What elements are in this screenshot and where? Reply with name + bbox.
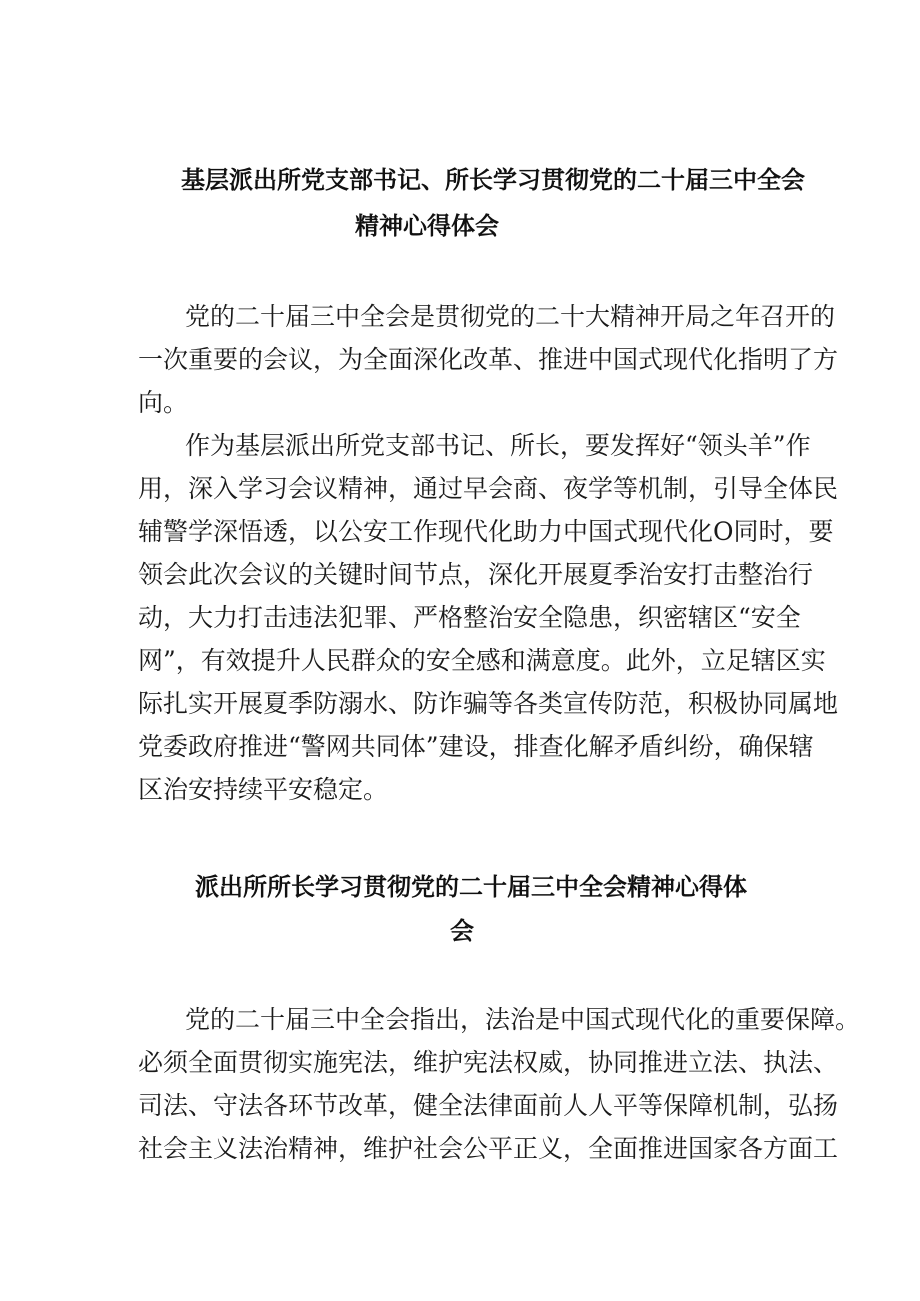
section1-p1-line-2: 一次重要的会议，为全面深化改革、推进中国式现代化指明了方	[138, 345, 839, 374]
section1-p2-line-8: 党委政府推进“警网共同体”建设，排查化解矛盾纠纷，确保辖	[138, 732, 814, 761]
section1-p2-line-5: 动，大力打击违法犯罪、严格整治安全隐患，织密辖区“安全	[138, 603, 801, 632]
section2-p1-line-2: 必须全面贯彻实施宪法，维护宪法权威，协同推进立法、执法、	[138, 1048, 839, 1077]
section1-p2-line-7: 际扎实开展夏季防溺水、防诈骗等各类宣传防范，积极协同属地	[138, 689, 839, 718]
section1-p2-line-9: 区治安持续平安稳定。	[138, 775, 389, 804]
section1-p2-line-1: 作为基层派出所党支部书记、所长，要发挥好“领头羊”作	[185, 431, 811, 460]
section1-p2-line-4: 领会此次会议的关键时间节点，深化开展夏季治安打击整治行	[138, 560, 814, 589]
section1-p1-line-1: 党的二十届三中全会是贯彻党的二十大精神开局之年召开的	[185, 302, 836, 331]
section1-p2-line-2: 用，深入学习会议精神，通过早会商、夜学等机制，引导全体民	[138, 474, 839, 503]
section1-title-line-2: 精神心得体会	[355, 211, 499, 240]
section1-p2-line-6: 网”，有效提升人民群众的安全感和满意度。此外，立足辖区实	[138, 646, 826, 675]
section2-title-line-2: 会	[450, 916, 474, 945]
section1-title-line-1: 基层派出所党支部书记、所长学习贯彻党的二十届三中全会	[181, 165, 805, 194]
section2-title-line-1: 派出所所长学习贯彻党的二十届三中全会精神心得体	[195, 872, 747, 901]
section1-p1-line-3: 向。	[138, 388, 189, 417]
section1-p2-line-3: 辅警学深悟透，以公安工作现代化助力中国式现代化O同时，要	[138, 517, 834, 546]
section2-p1-line-1: 党的二十届三中全会指出，法治是中国式现代化的重要保障。	[185, 1005, 861, 1034]
section2-p1-line-3: 司法、守法各环节改革，健全法律面前人人平等保障机制，弘扬	[138, 1091, 839, 1120]
section2-p1-line-4: 社会主义法治精神，维护社会公平正义，全面推进国家各方面工	[138, 1134, 839, 1163]
